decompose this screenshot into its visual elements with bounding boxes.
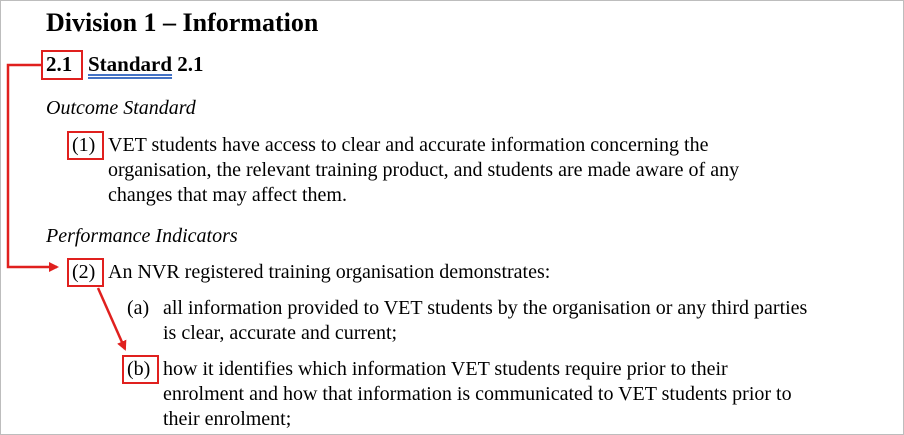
sub-b-line-2: enrolment and how that information is communicated to VET students prior to: [163, 383, 792, 405]
annotation-arrows: [1, 1, 904, 435]
item-1-line-1: VET students have access to clear and accurate information concerning the: [108, 134, 709, 156]
sub-a-line-1: all information provided to VET students by the organisation or any third parties: [163, 297, 808, 319]
sub-a-line-2: is clear, accurate and current;: [163, 322, 398, 344]
division-title: Division 1 – Information: [46, 8, 319, 37]
outcome-heading: Outcome Standard: [46, 97, 196, 119]
sub-b-line-1: how it identifies which information VET students require prior to their: [163, 358, 728, 380]
section-title-link[interactable]: Standard: [88, 52, 173, 76]
sub-b-label: (b): [127, 358, 151, 380]
section-number: 2.1: [46, 52, 73, 76]
sub-a-label: (a): [127, 297, 150, 319]
sub-b-line-3: their enrolment;: [163, 408, 292, 430]
item-2-label: (2): [72, 261, 96, 283]
item-2-text: An NVR registered training organisation demonstrates:: [108, 261, 551, 283]
arrow-section-to-item-2: [8, 65, 57, 267]
item-1-line-3: changes that may affect them.: [108, 184, 347, 206]
item-1-line-2: organisation, the relevant training product, and students are made aware of any: [108, 159, 740, 181]
item-1-label: (1): [72, 134, 96, 156]
performance-heading: Performance Indicators: [46, 225, 238, 247]
arrow-item-2-to-sub-b: [98, 288, 125, 349]
section-title-rest: 2.1: [172, 52, 204, 76]
